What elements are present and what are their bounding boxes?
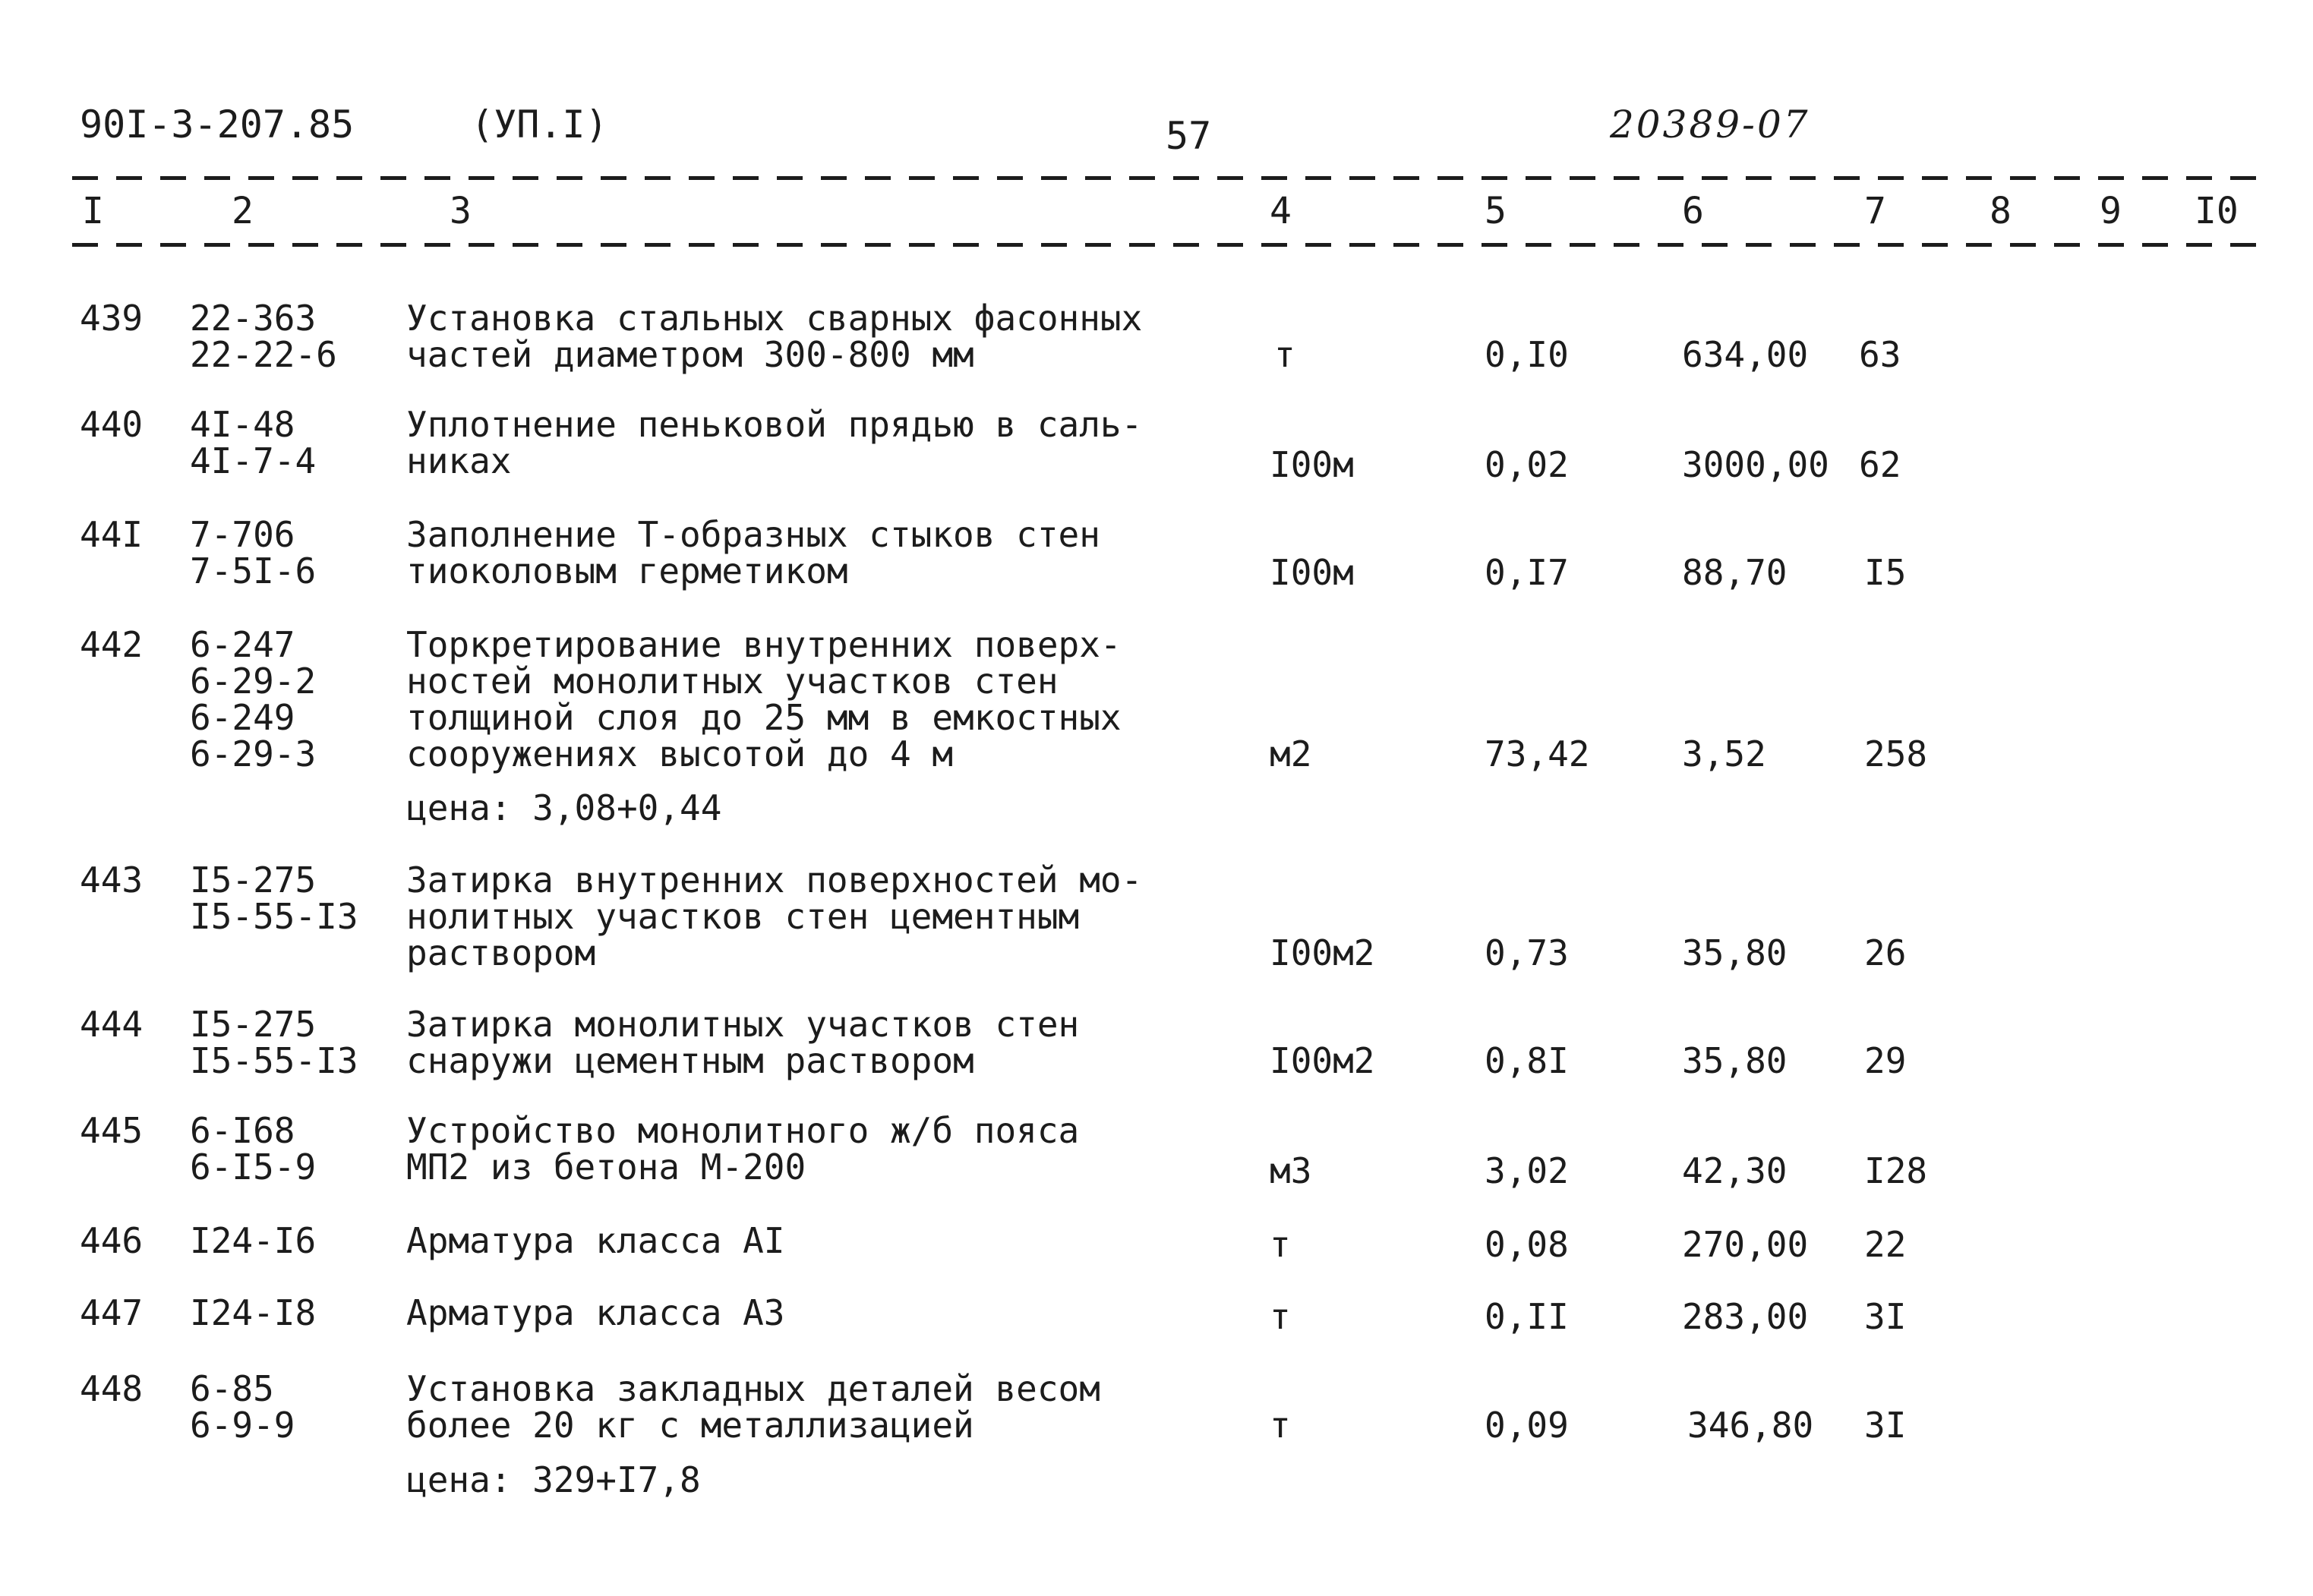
row-code: 6-9-9 [190, 1405, 295, 1446]
row-quantity: 0,08 [1485, 1224, 1569, 1265]
row-code: 22-363 [190, 298, 317, 339]
row-total: 3I [1864, 1296, 1907, 1337]
column-header: 6 [1682, 190, 1704, 232]
row-code: 4I-7-4 [190, 440, 317, 481]
row-unit: т [1270, 1296, 1291, 1337]
row-unit-price: 283,00 [1682, 1296, 1809, 1337]
row-description: Заполнение Т-образных стыков стен [406, 514, 1100, 555]
column-header: 9 [2100, 190, 2122, 232]
row-description: Арматура класса А3 [406, 1292, 785, 1333]
row-code: 6-29-2 [190, 661, 317, 702]
row-total: 26 [1864, 932, 1907, 973]
row-code: 6-I68 [190, 1110, 295, 1151]
row-code: I5-275 [190, 860, 317, 901]
header-rule-top [72, 176, 2259, 180]
album-number: (УП.I) [471, 103, 608, 147]
row-number: 439 [80, 298, 144, 339]
row-number: 440 [80, 404, 144, 445]
row-total: 63 [1859, 334, 1901, 375]
row-unit: I00м [1270, 552, 1354, 593]
row-description: Уплотнение пеньковой прядью в саль- [406, 404, 1143, 445]
column-header: 4 [1270, 190, 1292, 232]
row-description: снаружи цементным раствором [406, 1040, 974, 1081]
row-code: I24-I8 [190, 1292, 317, 1333]
row-quantity: 0,09 [1485, 1405, 1569, 1446]
row-total: I5 [1864, 552, 1907, 593]
row-unit-price: 346,80 [1687, 1405, 1814, 1446]
row-description: Установка стальных сварных фасонных [406, 298, 1143, 339]
row-quantity: 0,73 [1485, 932, 1569, 973]
row-description: нолитных участков стен цементным [406, 896, 1080, 937]
row-unit: м2 [1270, 733, 1312, 774]
row-description: тиоколовым герметиком [406, 550, 848, 591]
row-unit: I00м2 [1270, 1040, 1375, 1081]
row-code: I5-275 [190, 1004, 317, 1045]
row-unit: I00м2 [1270, 932, 1375, 973]
row-quantity: 0,8I [1485, 1040, 1569, 1081]
row-code: 7-706 [190, 514, 295, 555]
row-description: Установка закладных деталей весом [406, 1368, 1100, 1409]
row-number: 44I [80, 514, 144, 555]
row-description: ностей монолитных участков стен [406, 661, 1059, 702]
row-unit: т [1270, 1224, 1291, 1265]
row-code: 4I-48 [190, 404, 295, 445]
row-number: 444 [80, 1004, 144, 1045]
row-number: 445 [80, 1110, 144, 1151]
row-description: Затирка внутренних поверхностей мо- [406, 860, 1143, 901]
row-unit-price: 3000,00 [1682, 444, 1829, 485]
row-description: никах [406, 440, 512, 481]
row-total: 22 [1864, 1224, 1907, 1265]
column-header: 5 [1485, 190, 1507, 232]
row-description: МП2 из бетона М-200 [406, 1147, 806, 1188]
row-description: частей диаметром 300-800 мм [406, 334, 974, 375]
row-number: 447 [80, 1292, 144, 1333]
row-unit-price: 270,00 [1682, 1224, 1809, 1265]
row-code: 7-5I-6 [190, 550, 317, 591]
row-description: толщиной слоя до 25 мм в емкостных [406, 697, 1122, 738]
row-number: 442 [80, 624, 144, 665]
row-quantity: 0,I7 [1485, 552, 1569, 593]
row-code: 6-247 [190, 624, 295, 665]
row-unit: м3 [1270, 1150, 1312, 1191]
row-code: 6-29-3 [190, 733, 317, 774]
row-unit-price: 88,70 [1682, 552, 1788, 593]
inventory-number: 20389-07 [1610, 103, 1810, 147]
row-unit-price: 35,80 [1682, 932, 1788, 973]
column-header: 8 [1990, 190, 2012, 232]
column-header: 2 [232, 190, 254, 232]
row-unit: т [1270, 1405, 1291, 1446]
page-number: 57 [1166, 114, 1212, 158]
row-quantity: 3,02 [1485, 1150, 1569, 1191]
row-number: 446 [80, 1220, 144, 1261]
row-description: Затирка монолитных участков стен [406, 1004, 1080, 1045]
row-code: 6-249 [190, 697, 295, 738]
header-rule-bottom [72, 243, 2259, 247]
row-total: 3I [1864, 1405, 1907, 1446]
row-description: Торкретирование внутренних поверх- [406, 624, 1122, 665]
row-code: 6-I5-9 [190, 1147, 317, 1188]
row-description: более 20 кг с металлизацией [406, 1405, 974, 1446]
row-quantity: 0,II [1485, 1296, 1569, 1337]
row-price-note: цена: 3,08+0,44 [406, 787, 722, 828]
row-code: I5-55-I3 [190, 1040, 358, 1081]
row-number: 443 [80, 860, 144, 901]
row-quantity: 73,42 [1485, 733, 1590, 774]
doc-code: 90I-3-207.85 [80, 103, 355, 147]
row-description: Устройство монолитного ж/б пояса [406, 1110, 1080, 1151]
row-code: I5-55-I3 [190, 896, 358, 937]
row-unit-price: 42,30 [1682, 1150, 1788, 1191]
row-unit: I00м [1270, 444, 1354, 485]
column-header: 3 [450, 190, 472, 232]
row-quantity: 0,02 [1485, 444, 1569, 485]
row-description: раствором [406, 932, 596, 973]
row-total: I28 [1864, 1150, 1928, 1191]
row-number: 448 [80, 1368, 144, 1409]
column-header: 7 [1864, 190, 1886, 232]
row-unit-price: 634,00 [1682, 334, 1809, 375]
row-code: 6-85 [190, 1368, 274, 1409]
row-description: Арматура класса АI [406, 1220, 785, 1261]
row-unit-price: 3,52 [1682, 733, 1766, 774]
row-code: I24-I6 [190, 1220, 317, 1261]
row-quantity: 0,I0 [1485, 334, 1569, 375]
row-price-note: цена: 329+I7,8 [406, 1459, 701, 1500]
row-unit-price: 35,80 [1682, 1040, 1788, 1081]
column-header: I0 [2195, 190, 2239, 232]
row-code: 22-22-6 [190, 334, 337, 375]
row-total: 62 [1859, 444, 1901, 485]
row-total: 258 [1864, 733, 1928, 774]
row-total: 29 [1864, 1040, 1907, 1081]
column-header: I [82, 190, 104, 232]
row-unit: т [1274, 334, 1295, 375]
row-description: сооружениях высотой до 4 м [406, 733, 954, 774]
